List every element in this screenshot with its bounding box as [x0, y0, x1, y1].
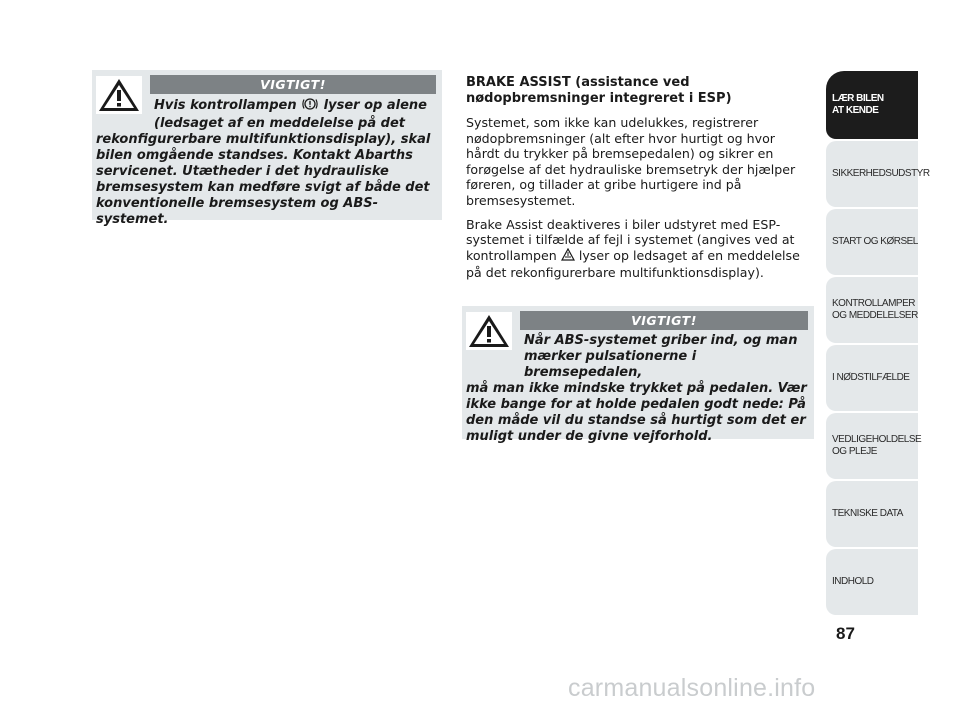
tab-label: LÆR BILEN AT KENDE [832, 93, 884, 116]
warning-text-part: Når ABS-systemet griber ind, og man [524, 333, 798, 348]
tab-label: VEDLIGEHOLDELSE OG PLEJE [832, 434, 922, 457]
paragraph-1: Systemet, som ikke kan udelukkes, registrerer nødopbremsninger (alt efter hvor hurtigt og hvor hårdt du trykker på bremsepedalen) og sikrer en forøgelse af det hydrauliske bremsetryk der hjælper føreren, og tillader at gribe hurtigere ind på bremsesystemet. [466, 115, 796, 208]
tab-tekniske-data[interactable] [826, 481, 918, 547]
paragraph-text: lyser op ledsaget af en meddelelse på det rekonfigurerbare multifunktionsdisplay). [466, 247, 800, 281]
warning-text-part: (ledsaget af en meddelelse på det [154, 116, 405, 131]
warning-text-part: lyser op alene [323, 98, 427, 113]
tab-label: START OG KØRSEL [832, 236, 918, 247]
chapter-sidebar [826, 71, 930, 619]
important-badge: VIGTIGT! [150, 75, 436, 94]
tab-label: KONTROLLAMPER OG MEDDELELSER [832, 298, 918, 321]
warning-text-part: må man ikke mindske trykket på pedalen. Vær ikke bange for at holde pedalen godt nede: På den måde vil du standse så hurtigt som det er muligt under de givne vejforhold. [466, 381, 807, 444]
warning-box-right [462, 306, 814, 444]
tab-vedligeholdelse[interactable] [826, 413, 922, 479]
paragraph-text: Brake Assist deaktiveres i biler udstyret med ESP-systemet i tilfælde af fejl i systemet (angives ved at kontrollampen [466, 216, 795, 263]
tab-label: I NØDSTILFÆLDE [832, 372, 910, 383]
tab-kontrollamper[interactable] [826, 277, 918, 343]
main-article [466, 75, 811, 289]
watermark: carmanualsonline.info [568, 674, 816, 702]
page-number: 87 [836, 624, 855, 643]
tab-indhold[interactable] [826, 549, 918, 615]
warning-text-left [96, 97, 436, 228]
tab-label: INDHOLD [832, 576, 874, 587]
warning-text-part: rekonfigurerbare multifunktionsdisplay), skal bilen omgående standses. Kontakt Abarths servicenet. Utætheder i det hydrauliske bremsesystem kan medføre svigt af både det konventionelle bremsesystem og ABS-systemet. [96, 132, 431, 227]
tab-sikkerhedsudstyr[interactable] [826, 141, 930, 207]
tab-label: TEKNISKE DATA [832, 508, 903, 519]
warning-text-part: Hvis kontrollampen [154, 98, 297, 113]
tab-label: SIKKERHEDSUDSTYR [832, 168, 930, 179]
brake-warning-lamp-icon [301, 97, 319, 116]
tab-start-og-korsel[interactable] [826, 209, 918, 275]
tab-i-nodstilfaelde[interactable] [826, 345, 918, 411]
warning-box-left [92, 70, 442, 227]
esp-lamp-icon [561, 248, 575, 266]
warning-text-right [466, 333, 808, 445]
important-badge: VIGTIGT! [520, 311, 808, 330]
warning-text-part: mærker pulsationerne i bremsepedalen, [524, 349, 697, 380]
tab-laer-bilen-at-kende[interactable] [826, 71, 918, 139]
paragraph-2 [466, 217, 811, 281]
section-heading: BRAKE ASSIST (assistance ved nødopbremsninger integreret i ESP) [466, 75, 732, 106]
